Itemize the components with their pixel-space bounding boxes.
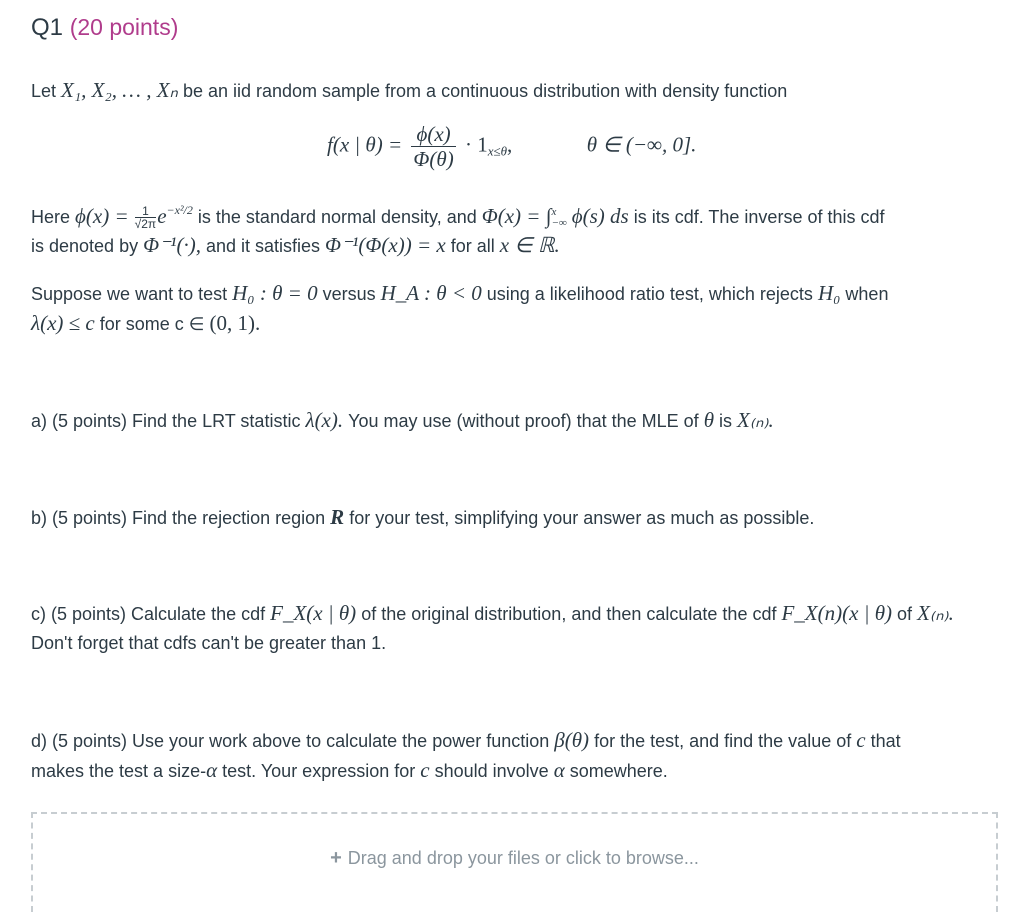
part-d-text-g: somewhere. [569,761,668,781]
part-c-line-2: Don't forget that cdfs can't be greater than 1. [31,633,387,653]
max-order-cdf: F_X(n)(x | θ) [781,601,893,625]
indicator-comma: , [507,132,513,157]
suppose-text-e: for some c ∈ [99,314,205,334]
integral-upper: x [551,206,557,219]
real-domain: x ∈ ℝ. [499,233,560,257]
indicator-subscript: x≤θ [487,143,507,159]
exp-power: −x²/2 [166,203,193,217]
alpha-symbol: α [206,758,218,782]
lrt-statistic: λ(x). [305,408,344,432]
theta-symbol: θ [703,408,715,432]
density-denominator: Φ(θ) [413,147,454,171]
here-text-a: Here [31,207,71,227]
mle-expression: X₍ₙ₎. [737,408,774,432]
integrand: ϕ(s) ds [571,204,629,228]
plus-icon: + [330,847,342,869]
suppose-line-2 [31,308,260,339]
rejection-region-symbol: R [330,505,345,529]
max-order-statistic: X₍ₙ₎. [917,601,954,625]
suppose-text-d: when [845,284,889,304]
phi-definition: ϕ(x) = [75,204,129,228]
fraction-numerator: 1 [135,205,157,218]
dropzone-label[interactable]: Drag and drop your files or click to browse... [347,848,699,868]
part-a [31,405,774,436]
suppose-text-a: Suppose we want to test [31,284,228,304]
power-function: β(θ) [554,728,590,752]
alpha-symbol-2: α [553,758,565,782]
c-symbol: c [856,728,866,752]
part-d-text-a: d) (5 points) Use your work above to calculate the power function [31,731,550,751]
file-dropzone[interactable] [31,812,998,912]
rejection-condition: λ(x) ≤ c [31,311,95,335]
here-text-d: is denoted by [31,236,139,256]
alternative-hypothesis: H_A : θ < 0 [380,281,482,305]
suppose-text-c: using a likelihood ratio test, which rejects [486,284,813,304]
parameter-domain: θ ∈ (−∞, 0]. [586,132,697,157]
part-d-text-f: should involve [434,761,549,781]
here-text-b: is the standard normal density, and [197,207,477,227]
c-interval: (0, 1). [209,311,261,335]
dropzone-prompt[interactable] [33,847,996,870]
here-text-f: for all [450,236,495,256]
part-b-text: b) (5 points) Find the rejection region [31,508,326,528]
part-c-text-c: of [897,604,913,624]
inverse-cdf: Φ⁻¹(·), [143,233,201,257]
part-c-line-1 [31,598,954,629]
part-a-text-2: You may use (without proof) that the MLE of [348,411,699,431]
integral-limits [551,207,566,229]
density-lhs: f(x | θ) = [327,132,403,157]
cdf-definition: Φ(x) = ∫ [481,204,552,228]
part-c-text-a: c) (5 points) Calculate the cdf [31,604,266,624]
exp-base: e [157,204,167,228]
part-d-text-c: that [870,731,901,751]
part-b-text-2: for your test, simplifying your answer as much as possible. [349,508,815,528]
integral-lower: −∞ [551,217,567,230]
part-b [31,502,814,533]
intro-text-after: be an iid random sample from a continuous distribution with density function [182,81,788,101]
part-a-text: a) (5 points) Find the LRT statistic [31,411,301,431]
part-d-line-1 [31,725,901,756]
here-text-c: is its cdf. The inverse of this cdf [633,207,885,227]
question-points: (20 points) [69,14,179,40]
density-indicator: · 1 [464,132,488,157]
fraction-denominator: √2π [134,217,157,232]
here-text-e: and it satisfies [205,236,321,256]
null-hypothesis-short: H₀ [817,281,841,305]
part-d-line-2 [31,755,668,786]
normalizing-fraction [135,205,157,231]
intro-paragraph [31,75,787,106]
null-hypothesis: H₀ : θ = 0 [232,281,318,305]
density-fraction [411,122,455,171]
here-line-2 [31,230,560,261]
suppose-text-b: versus [322,284,376,304]
part-d-text-e: test. Your expression for [222,761,416,781]
part-c-text-b: of the original distribution, and then calculate the cdf [361,604,777,624]
suppose-line-1 [31,278,888,309]
question-title [31,14,178,42]
density-equation [327,122,696,178]
question-number: Q1 [31,14,64,41]
part-a-text-3: is [719,411,733,431]
here-line-1 [31,195,885,232]
inverse-identity: Φ⁻¹(Φ(x)) = x [325,233,446,257]
original-cdf: F_X(x | θ) [270,601,357,625]
intro-text-before: Let [31,81,57,101]
part-d-text-b: for the test, and find the value of [594,731,852,751]
sample-notation: X₁, X₂, … , Xₙ [61,78,178,102]
c-symbol-2: c [420,758,430,782]
density-numerator: ϕ(x) [411,122,455,147]
part-d-text-d: makes the test a size- [31,761,207,781]
